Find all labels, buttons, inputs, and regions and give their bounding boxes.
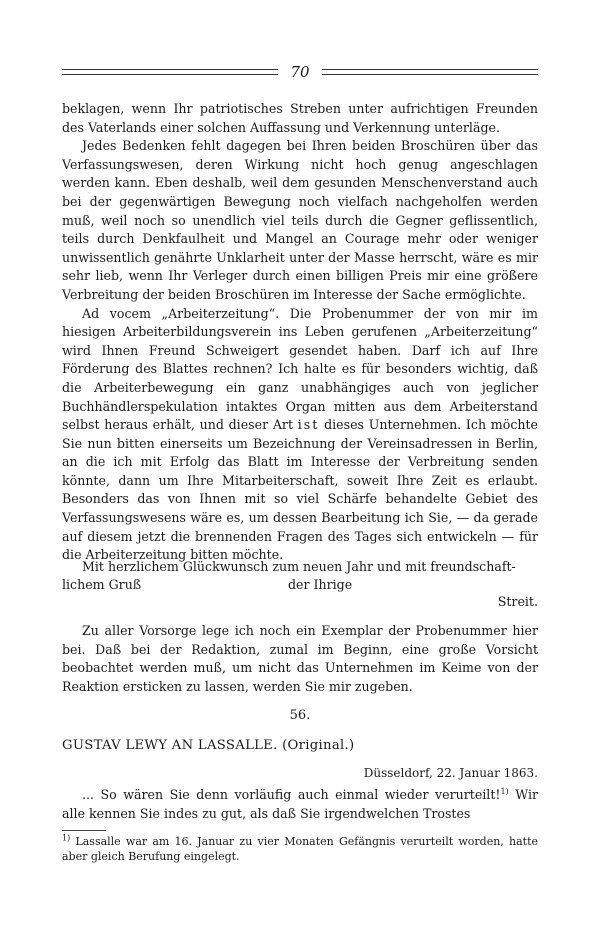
closing-line-1: Mit herzlichem Glückwunsch zum neuen Jahr und mit freundschaft- [82,559,516,574]
letter-56-continuation: Wir alle kennen Sie indes zu gut, als daß Sie irgendwelchen Trostes [62,787,538,821]
letter-title: GUSTAV LEWY AN LASSALLE. (Original.) [62,738,355,753]
header-rule-left [62,69,278,75]
paragraph-arbeiterzeitung-part2: dieses Unternehmen. Ich möchte Sie nun bitten einerseits um Bezeichnung der Vereinsadressen in Berlin, an die ich mit Erfolg das Blatt im Interesse der Verbreitung senden könnte, dann um Ihre Mitarbeiterschaft, soweit Ihre Zeit es erlaubt. Besonders das von Ihnen mit so viel Schärfe behandelte Gebiet des Verfassungswesens wäre es, um dessen Bearbeitung ich Sie, — da gerade auf diesem jetzt die brennenden Fragen des Tages sich entwickeln — für die Arbeiterzeitung bitten möchte. [62,417,538,563]
running-header [62,62,538,82]
letter-dateline: Düsseldorf, 22. Januar 1863. [363,766,538,780]
letter-number: 56. [289,708,311,723]
paragraph-arbeiterzeitung-part1: Ad vocem „Arbeiterzeitung“. Die Probenummer der von mir im hiesigen Arbeiterbildungsverein ins Leben gerufenen „Arbeiterzeitung“ wird Ihnen Freund Schweigert gesendet haben. Darf ich auf Ihre Förderung des Blattes rechnen? Ich halte es für besonders wichtig, daß die Arbeiterbewegung ein ganz unabhängiges auch von jeglicher Buchhändlerspekulation intaktes Organ mitten aus dem Arbeiterstand selbst heraus erhält, und dieser Art [62,305,538,433]
footnote-rule [62,830,106,831]
paragraph-arbeiterzeitung [62,305,538,565]
postscript [62,622,538,696]
footnote-text: Lassalle war am 16. Januar zu vier Monaten Gefängnis verurteilt worden, hatte aber gleich Berufung eingelegt. [62,835,539,863]
signature: Streit. [497,594,538,609]
letter-56-opening: ... So wären Sie denn vorläufig auch einmal wieder verurteilt! [82,787,501,802]
footnote [62,834,538,864]
footnote-mark: 1) [62,833,71,843]
closing-line-2 [62,576,538,595]
closing-greeting: lichem Gruß [62,577,142,592]
closing-ihrige: der Ihrige [288,577,353,592]
postscript-paragraph: Zu aller Vorsorge lege ich noch ein Exemplar der Probenummer hier bei. Daß bei der Redaktion, zumal im Beginn, eine große Vorsicht beobachtet werden muß, um nicht das Unternehmen im Keime von der Reaktion ersticken zu lassen, werden Sie mir zugeben. [62,623,538,694]
letter-56-body [62,786,538,823]
header-rule-right [322,69,538,75]
letter-56-paragraph [62,786,538,823]
paragraph-continuation: beklagen, wenn Ihr patriotisches Streben unter aufrichtigen Freunden des Vaterlands einer solchen Auffassung und Verkennung unterläge. [62,101,538,135]
footnote-reference: 1) [500,786,509,796]
letter-body [62,100,538,565]
page-number: 70 [290,63,310,81]
paragraph-brochures: Jedes Bedenken fehlt dagegen bei Ihren beiden Broschüren über das Verfassungswesen, deren Wirkung nicht hoch genug angeschlagen werden kann. Eben deshalb, weil dem gesunden Menschenverstand auch bei der gegenwärtigen Bewegung noch vielfach nachgeholfen werden muß, weil noch so unendlich viel teils durch die Gegner geflissentlich, teils durch Denkfaulheit und Mangel an Courage mehr oder weniger unwissentlich genährte Unklarheit unter der Masse herrscht, wäre es mir sehr lieb, wenn Ihr Verleger durch einen billigen Preis mir eine größere Verbreitung der beiden Broschüren im Interesse der Sache ermöglichte. [62,138,538,302]
emphasis-ist: ist [297,417,320,433]
